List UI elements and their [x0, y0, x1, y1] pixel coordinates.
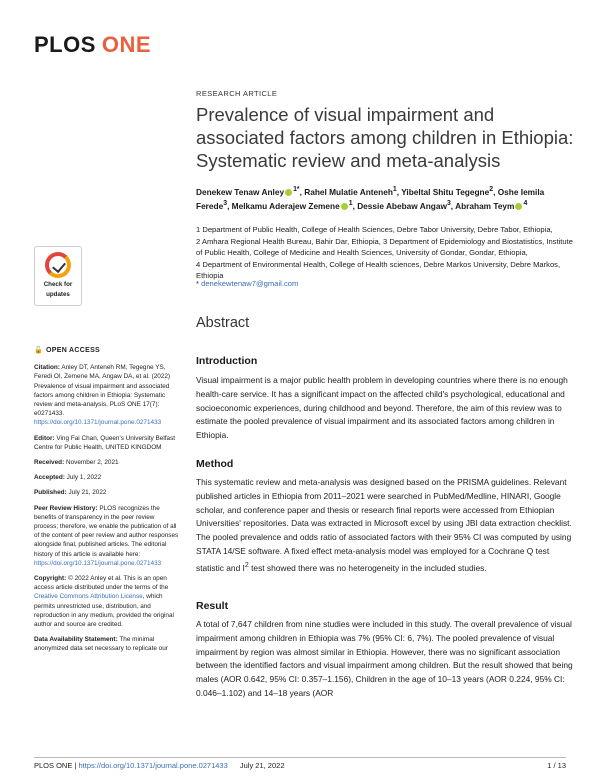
abstract-heading: Abstract — [196, 315, 250, 331]
editor-label: Editor: — [34, 434, 55, 442]
corresponding-email — [196, 279, 298, 288]
article-type: RESEARCH ARTICLE — [196, 89, 278, 98]
author-name: , Yibeltal Shitu Tegegne — [396, 186, 490, 197]
method-paragraph — [196, 476, 574, 575]
orcid-icon[interactable] — [341, 203, 348, 210]
footer-divider — [34, 757, 566, 758]
affiliation: 2 Amhara Regional Health Bureau, Bahir Dar, Ethiopia, 3 Department of Epidemiology and Biostatistics, Institute of Public Health, College of Medicine and Health Sciences, University of Gondar, Gondar, Ethiopia, — [196, 236, 573, 257]
author-name: , Rahel Mulatie Anteneh — [299, 186, 393, 197]
editor-text: Ving Fai Chan, Queen's University Belfast Centre for Public Health, UNITED KINGDOM — [34, 434, 176, 451]
orcid-icon[interactable] — [285, 189, 292, 196]
author-name: , Oshe Iemila Ferede — [196, 186, 545, 211]
affiliations — [196, 224, 576, 282]
result-heading: Result — [196, 600, 229, 612]
badge-line2: updates — [46, 291, 70, 298]
page-footer — [34, 761, 566, 770]
affiliation: 1 Department of Public Health, College of Health Sciences, Debre Tabor University, Debre Tabor, Ethiopia, — [196, 225, 553, 234]
check-for-updates-badge[interactable] — [34, 246, 82, 306]
editor — [34, 434, 180, 452]
author-sup: 1* — [293, 186, 300, 193]
license-link[interactable]: Creative Commons Attribution License — [34, 593, 143, 601]
received-date: November 2, 2021 — [64, 459, 119, 467]
copyright-label: Copyright: — [34, 575, 67, 583]
author-sup: 1 — [392, 186, 397, 193]
logo-one: ONE — [101, 32, 152, 57]
published-label: Published: — [34, 489, 67, 497]
introduction-heading: Introduction — [196, 355, 258, 367]
affiliation: 4 Department of Environmental Health, College of Health sciences, Debre Markos University, Debre Markos, Ethiopia — [196, 259, 561, 280]
footer-sep: | — [72, 761, 79, 770]
author-sup: 4 — [523, 199, 528, 207]
accepted-label: Accepted: — [34, 474, 65, 482]
method-sup: 2 — [244, 561, 249, 569]
email-marker: * — [196, 279, 199, 288]
copyright — [34, 574, 180, 629]
citation-doi-link[interactable]: https://doi.org/10.1371/journal.pone.0271433 — [34, 419, 162, 427]
copyright-text: © 2022 Anley et al. This is an open access article distributed under the terms of the — [34, 575, 169, 592]
citation-label: Citation: — [34, 364, 60, 372]
citation-text: Anley DT, Anteneh RM, Tegegne YS, Feredi OI, Zemene MA, Angaw DA, et al. (2022) Prevalence of visual impairment and associated factors among children in Ethiopia: Systematic review and meta-analysis. PLoS ONE 17(7): e0271433. — [34, 364, 171, 418]
accepted-date: July 1, 2022 — [64, 474, 102, 482]
footer-doi-link[interactable]: https://doi.org/10.1371/journal.pone.0271433 — [78, 761, 228, 770]
author-sup: 1 — [348, 199, 353, 207]
check-updates-icon — [45, 252, 71, 278]
journal-logo — [34, 32, 151, 58]
lock-icon: 🔓 — [34, 347, 44, 354]
method-text-end: test showed there was no heterogeneity in the included studies. — [248, 562, 487, 573]
method-heading: Method — [196, 458, 234, 470]
accepted — [34, 473, 180, 482]
result-paragraph: A total of 7,647 children from nine studies were included in this study. The overall prevalence of visual impairment among children in Ethiopia was 7% (95% CI: 6, 7%). The pooled prevalence of visual impairment by region was almost similar in Ethiopia. However, there was no significant association between the identified factors and visual impairment among children. But the result showed that being males (AOR 0.642, 95% CI: 0.357–1.156), Children in the age of 10–13 years (AOR 0.224, 95% CI: 0.046–1.102) and 14–18 years (AOR — [196, 619, 573, 698]
author-sup: 3 — [223, 199, 228, 207]
author-list — [196, 184, 576, 212]
data-label: Data Availability Statement: — [34, 636, 118, 644]
footer-left — [34, 761, 285, 770]
author-name: , Dessie Abebaw Angaw — [352, 200, 447, 211]
author-sup: 3 — [446, 199, 451, 207]
open-access-label: OPEN ACCESS — [46, 347, 101, 354]
orcid-icon[interactable] — [515, 203, 522, 210]
author-sup: 2 — [489, 186, 494, 193]
footer-date: July 21, 2022 — [239, 761, 285, 770]
citation — [34, 363, 180, 427]
open-access — [34, 346, 180, 355]
email-link[interactable]: denekewtenaw7@gmail.com — [201, 279, 299, 288]
published — [34, 488, 180, 497]
received-label: Received: — [34, 459, 65, 467]
page-number: 1 / 13 — [547, 761, 566, 770]
author-name: Denekew Tenaw Anley — [196, 186, 285, 197]
peer-label: Peer Review History: — [34, 504, 98, 512]
author-name: , Abraham Teym — [450, 200, 515, 211]
peer-review-link[interactable]: https://doi.org/10.1371/journal.pone.0271433 — [34, 559, 162, 567]
introduction-paragraph: Visual impairment is a major public health problem in developing countries where there is no enough health-care service. It has a significant impact on the affected child's psychological, educational and socioeconomic experiences, during childhood and beyond. Therefore, the aim of this review was to estimate the pooled prevalence of visual impairment and its associated factors among children in Ethiopia. — [196, 375, 568, 441]
received — [34, 458, 180, 467]
peer-review-history — [34, 504, 180, 568]
sidebar — [34, 346, 180, 660]
data-availability — [34, 635, 180, 653]
author-name: , Melkamu Aderajew Zemene — [227, 200, 340, 211]
published-date: July 21, 2022 — [66, 489, 107, 497]
copyright-text-end: , which permits unrestricted use, distribution, and reproduction in any medium, provided the original author and source are credited. — [34, 593, 174, 629]
footer-journal: PLOS ONE — [34, 761, 73, 770]
badge-line1: Check for — [43, 281, 73, 288]
logo-plos: PLOS — [34, 32, 96, 57]
data-text: The minimal anonymized data set necessary to replicate our — [34, 636, 168, 653]
peer-text: PLOS recognizes the benefits of transparency in the peer review process; therefore, we enable the publication of all of the content of peer review and author responses alongside final, published articles. The editorial history of this article is available here: — [34, 504, 179, 558]
method-text: This systematic review and meta-analysis was designed based on the PRISMA guidelines. Relevant published articles in Ethiopia from 2011–2021 were searched in PubMed/Medline, HINARI, Google scholar, and conference paper and thesis or research final reports were accessed from Ethiopian Universities' repositories. Data was extracted in Microsoft excel by using JBI data extraction checklist. The pooled prevalence and odds ratio of associated factors with their 95% CI was computed by using STATA 14/SE software. A fixed effect meta-analysis model was employed for a Cochrane Q test statistic and I — [196, 477, 572, 573]
article-title: Prevalence of visual impairment and associated factors among children in Ethiopia: Systematic review and meta-analysis — [196, 104, 574, 171]
